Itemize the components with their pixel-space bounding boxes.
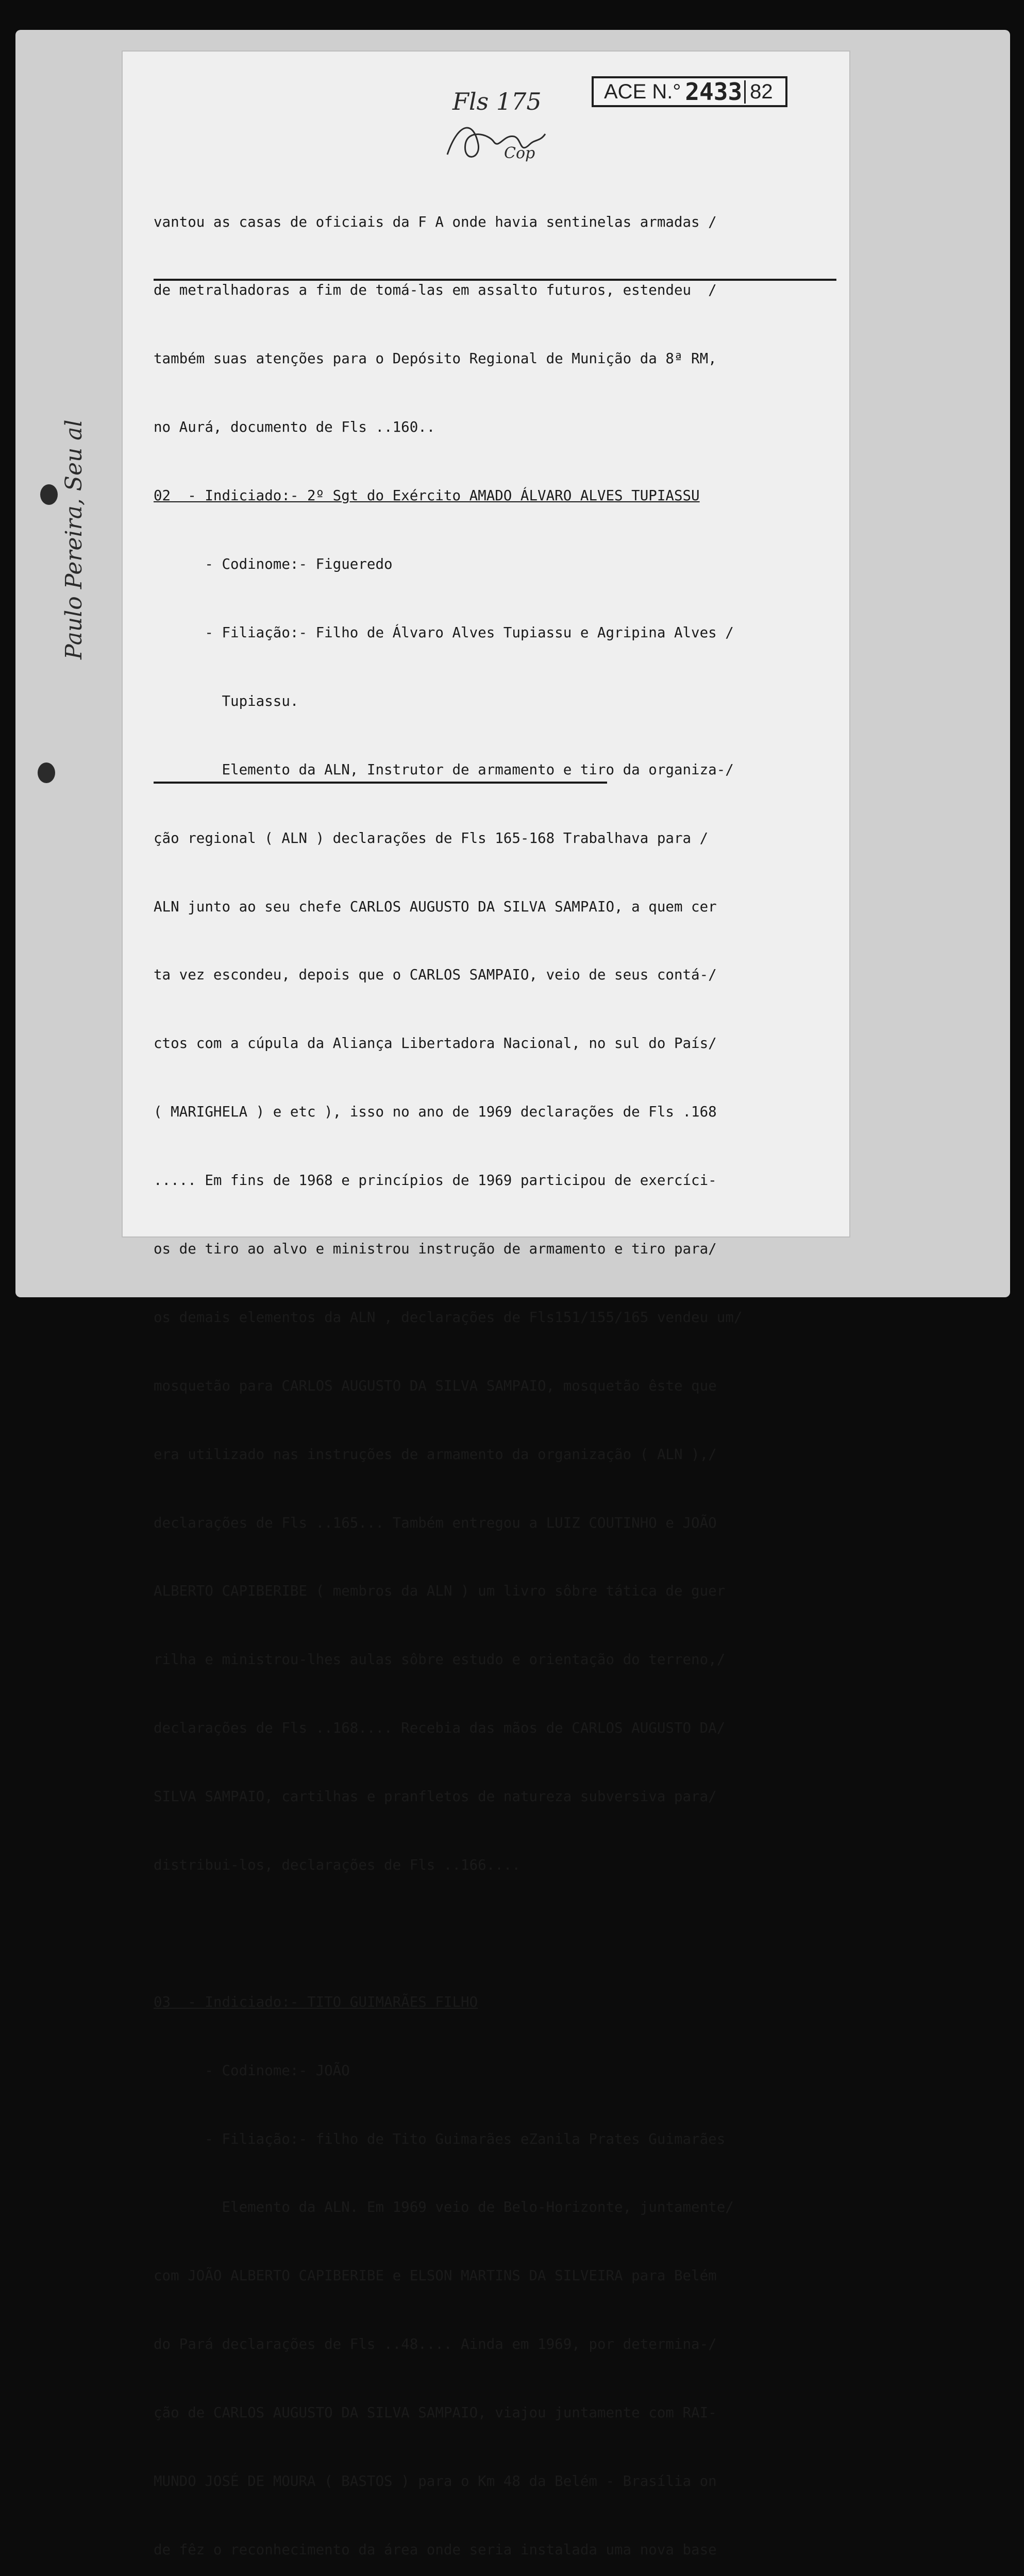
text-line: do Pará declarações de Fls ..48.... Ainda em 1969, por determina-/ — [154, 2336, 717, 2353]
text-line: Elemento da ALN, Instrutor de armamento e tiro da organiza-/ — [154, 761, 734, 778]
text-line: Tupiassu. — [154, 692, 299, 709]
text-line: - Codinome:- JOÃO — [154, 2062, 350, 2079]
text-line: declarações de Fls ..168.... Recebia das mãos de CARLOS AUGUSTO DA/ — [154, 1720, 726, 1737]
text-line: os de tiro ao alvo e ministrou instrução de armamento e tiro para/ — [154, 1240, 717, 1257]
text-line: ção regional ( ALN ) declarações de Fls 165-168 Trabalhava para / — [154, 829, 709, 846]
heading-rule-03 — [154, 782, 607, 784]
text-line: - Codinome:- Figueredo — [154, 556, 393, 573]
folio-handwritten: Fls 175 — [452, 88, 542, 115]
text-line: ..... Em fins de 1968 e princípios de 1969 participou de exercíci- — [154, 1172, 717, 1189]
initials-note: Cop — [504, 144, 535, 162]
text-line: no Aurá, documento de Fls ..160.. — [154, 419, 435, 436]
text-line: vantou as casas de oficiais da F A onde havia sentinelas armadas / — [154, 213, 717, 230]
text-line: ctos com a cúpula da Aliança Libertadora Nacional, no sul do País/ — [154, 1035, 717, 1052]
text-line: rilha e ministrou-lhes aulas sôbre estudo e orientação do terreno,/ — [154, 1651, 726, 1668]
text-line — [154, 1922, 844, 1945]
text-line: ção de CARLOS AUGUSTO DA SILVA SAMPAIO, viajou juntamente com RAI- — [154, 2404, 717, 2421]
text-line: de fêz o reconhecimento da área onde seria instalada uma nova base — [154, 2541, 717, 2558]
text-line: ( MARIGHELA ) e etc ), isso no ano de 1969 declarações de Fls .168 — [154, 1104, 717, 1121]
text-line: - Filiação:- filho de Tito Guimarães eZanila Prates Guimarães — [154, 2130, 726, 2147]
ace-number: 2433 — [685, 78, 743, 106]
ace-year: 82 — [744, 80, 773, 104]
text-line: ALBERTO CAPIBERIBE ( membros da ALN ) um livro sôbre tática de guer — [154, 1583, 726, 1600]
text-line: ALN junto ao seu chefe CARLOS AUGUSTO DA SILVA SAMPAIO, a quem cer — [154, 898, 717, 915]
text-line: os demais elementos da ALN , declarações de Fls151/155/165 vendeu um/ — [154, 1309, 743, 1326]
signature-scribble — [442, 113, 556, 170]
text-line: também suas atenções para o Depósito Regional de Munição da 8ª RM, — [154, 350, 717, 367]
text-line: ta vez escondeu, depois que o CARLOS SAMPAIO, veio de seus contá-/ — [154, 967, 717, 984]
ace-label: ACE N.° — [604, 80, 681, 103]
text-line: distribui-los, declarações de Fls ..166.... — [154, 1856, 521, 1873]
punch-hole-upper — [40, 484, 58, 505]
text-line: Elemento da ALN. Em 1969 veio de Belo-Horizonte, juntamente/ — [154, 2199, 734, 2216]
text-line: era utilizado nas instruções de armamento da organização ( ALN ),/ — [154, 1446, 717, 1463]
text-line: MUNDO JOSÉ DE MOURA ( BASTOS ) para o Km 48 da Belém - Brasília on — [154, 2472, 717, 2489]
punch-hole-lower — [38, 762, 55, 783]
text-line: com JOÃO ALBERTO CAPIBERIBE e ELSON MARTINS DA SILVEIRA para Belém — [154, 2267, 717, 2284]
text-line: - Filiação:- Filho de Álvaro Alves Tupiassu e Agripina Alves / — [154, 624, 734, 641]
margin-handwritten-note: Paulo Pereira, Seu al — [61, 419, 87, 659]
section-heading-02: 02 - Indiciado:- 2º Sgt do Exército AMADO ÁLVARO ALVES TUPIASSU — [154, 487, 700, 504]
text-line: declarações de Fls ..165... Também entregou a LUIZ COUTINHO e JOÃO — [154, 1514, 717, 1531]
section-heading-03: 03 - Indiciado:- TITO GUIMARÃES FILHO — [154, 1993, 478, 2010]
text-line: SILVA SAMPAIO, cartilhas e pranfletos de natureza subversiva para/ — [154, 1788, 717, 1805]
ace-number-box — [592, 76, 787, 107]
text-line: de metralhadoras a fim de tomá-las em assalto futuros, estendeu / — [154, 282, 717, 299]
document-page — [61, 52, 849, 2558]
typed-body — [154, 165, 844, 2576]
heading-rule-02 — [154, 279, 836, 281]
text-line: mosquetão para CARLOS AUGUSTO DA SILVA SAMPAIO, mosquetão êste que — [154, 1377, 717, 1394]
